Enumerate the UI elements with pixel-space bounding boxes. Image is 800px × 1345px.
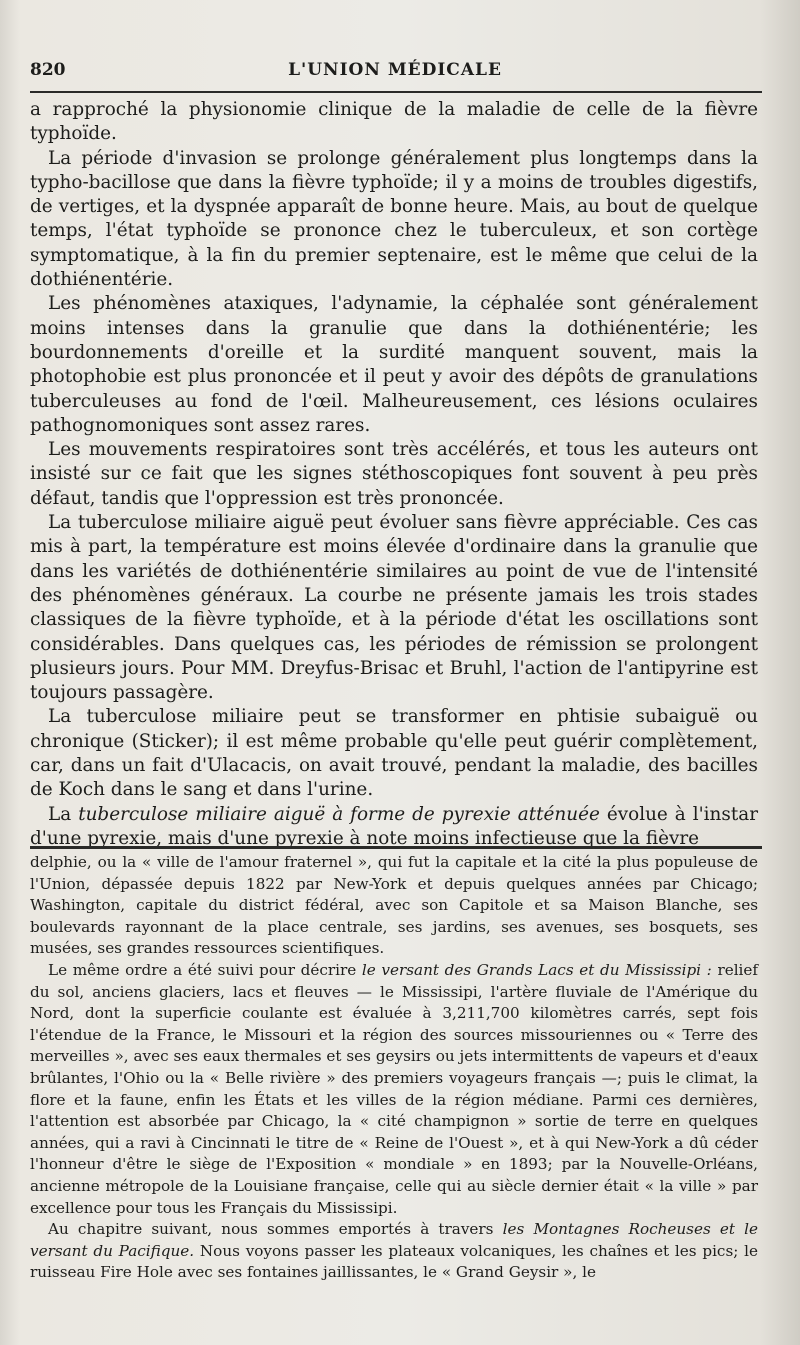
paragraph: La tuberculose miliaire peut se transformer en phtisie subaiguë ou chronique (Sticker); il est même probable qu'elle peut guérir complètement, car, dans un fait d'Ulacacis, on avait trouvé, pendant la maladie, des bacilles de Koch dans le sang et dans l'urine. — [30, 706, 758, 801]
header-rule — [30, 91, 762, 93]
main-text — [30, 98, 758, 851]
note-italic: le versant des Grands Lacs et du Mississipi : — [361, 960, 712, 979]
paragraph: Les mouvements respiratoires sont très accélérés, et tous les auteurs ont insisté sur ce fait que les signes stéthoscopiques font souvent à peu près défaut, tandis que l'oppression est très prononcée. — [30, 439, 758, 509]
paragraph-rest: évolue à l'instar d'une pyrexie, mais d'une pyrexie à note moins infectieuse que la fièvre — [30, 803, 758, 849]
footnote-rule — [30, 846, 762, 849]
page-number: 820 — [30, 60, 66, 80]
journal-title: L'UNION MÉDICALE — [288, 60, 502, 80]
note-rest: relief du sol, anciens glaciers, lacs et fleuves — le Mississipi, l'artère fluviale de l'Amérique du Nord, dont la superficie coulante est évaluée à 3,211,700 kilomètres carrés, sept fois l'étendue de la France, le Missouri et la région des sources missouriennes ou « Terre des merveilles », avec ses eaux thermales et ses geysirs ou jets intermittents de vapeurs et d'eaux brûlantes, l'Ohio ou la « Belle rivière » des premiers voyageurs français —; puis le climat, la flore et la faune, enfin les États et les villes de la région médiane. Parmi ces dernières, l'attention est absorbée par Chicago, la « cité champignon » sortie de terre en quelques années, qui a ravi à Cincinnati le titre de « Reine de l'Ouest », et à qui New-York a dû céder l'honneur d'être le siège de l'Exposition « mondiale » en 1893; par la Nouvelle-Orléans, ancienne métropole de la Louisiane française, celle qui au siècle dernier était « la ville » par excellence pour tous les Français du Mississipi. — [30, 960, 759, 1217]
note-paragraph — [30, 960, 758, 1219]
paragraph: La période d'invasion se prolonge généralement plus longtemps dans la typho-bacillose que dans la fièvre typhoïde; il y a moins de troubles digestifs, de vertiges, et la dyspnée apparaît de bonne heure. Mais, au bout de quelque temps, l'état typhoïde se prononce chez le tuberculeux, et son cortège symptomatique, à la fin du premier septenaire, est le même que celui de la dothiénentérie. — [30, 147, 758, 291]
note-lead: Au chapitre suivant, nous sommes emportés à travers — [48, 1220, 494, 1239]
note-paragraph: delphie, ou la « ville de l'amour fraternel », qui fut la capitale et la cité la plus populeuse de l'Union, dépassée depuis 1822 par New-York et depuis quelques années par Chicago; Washington, capitale du district fédéral, avec son Capitole et sa Maison Blanche, ses boulevards rayonnant de la place centrale, ses jardins, ses avenues, ses bosquets, ses musées, ses grandes ressources scientifiques. — [30, 853, 758, 958]
note-rest: Nous voyons passer les plateaux volcaniques, les chaînes et les pics; le ruisseau Fire Hole avec ses fontaines jaillissantes, le « Grand Geysir », le — [30, 1241, 759, 1282]
paragraph-lead: La — [48, 803, 72, 825]
note-lead: Le même ordre a été suivi pour décrire — [48, 960, 357, 979]
paragraph: La tuberculose miliaire aiguë peut évoluer sans fièvre appréciable. Ces cas mis à part, la température est moins élevée d'ordinaire dans la granulie que dans les variétés de dothiénentérie similaires au point de vue de l'intensité des phénomènes généraux. La courbe ne présente jamais les trois stades classiques de la fièvre typhoïde, et à la période d'état les oscillations sont considérables. Dans quelques cas, les périodes de rémission se prolongent plusieurs jours. Pour MM. Dreyfus-Brisac et Bruhl, l'action de l'antipyrine est toujours passagère. — [30, 512, 758, 704]
italic-phrase: tuberculose miliaire aiguë à forme de pyrexie atténuée — [78, 803, 600, 825]
footnote-text — [30, 852, 758, 1284]
running-header — [30, 56, 760, 86]
paragraph-last — [30, 803, 758, 852]
paragraph: Les phénomènes ataxiques, l'adynamie, la céphalée sont généralement moins intenses dans la granulie que dans la dothiénentérie; les bourdonnements d'oreille et la surdité manquent souvent, mais la photophobie est plus prononcée et il peut y avoir des dépôts de granulations tuberculeuses au fond de l'œil. Malheureusement, ces lésions oculaires pathognomoniques sont assez rares. — [30, 293, 758, 436]
note-italic: les Montagnes Rocheuses et le versant du Pacifique. — [30, 1220, 758, 1260]
note-paragraph — [30, 1219, 758, 1284]
paragraph: a rapproché la physionomie clinique de la maladie de celle de la fièvre typhoïde. — [30, 99, 758, 145]
